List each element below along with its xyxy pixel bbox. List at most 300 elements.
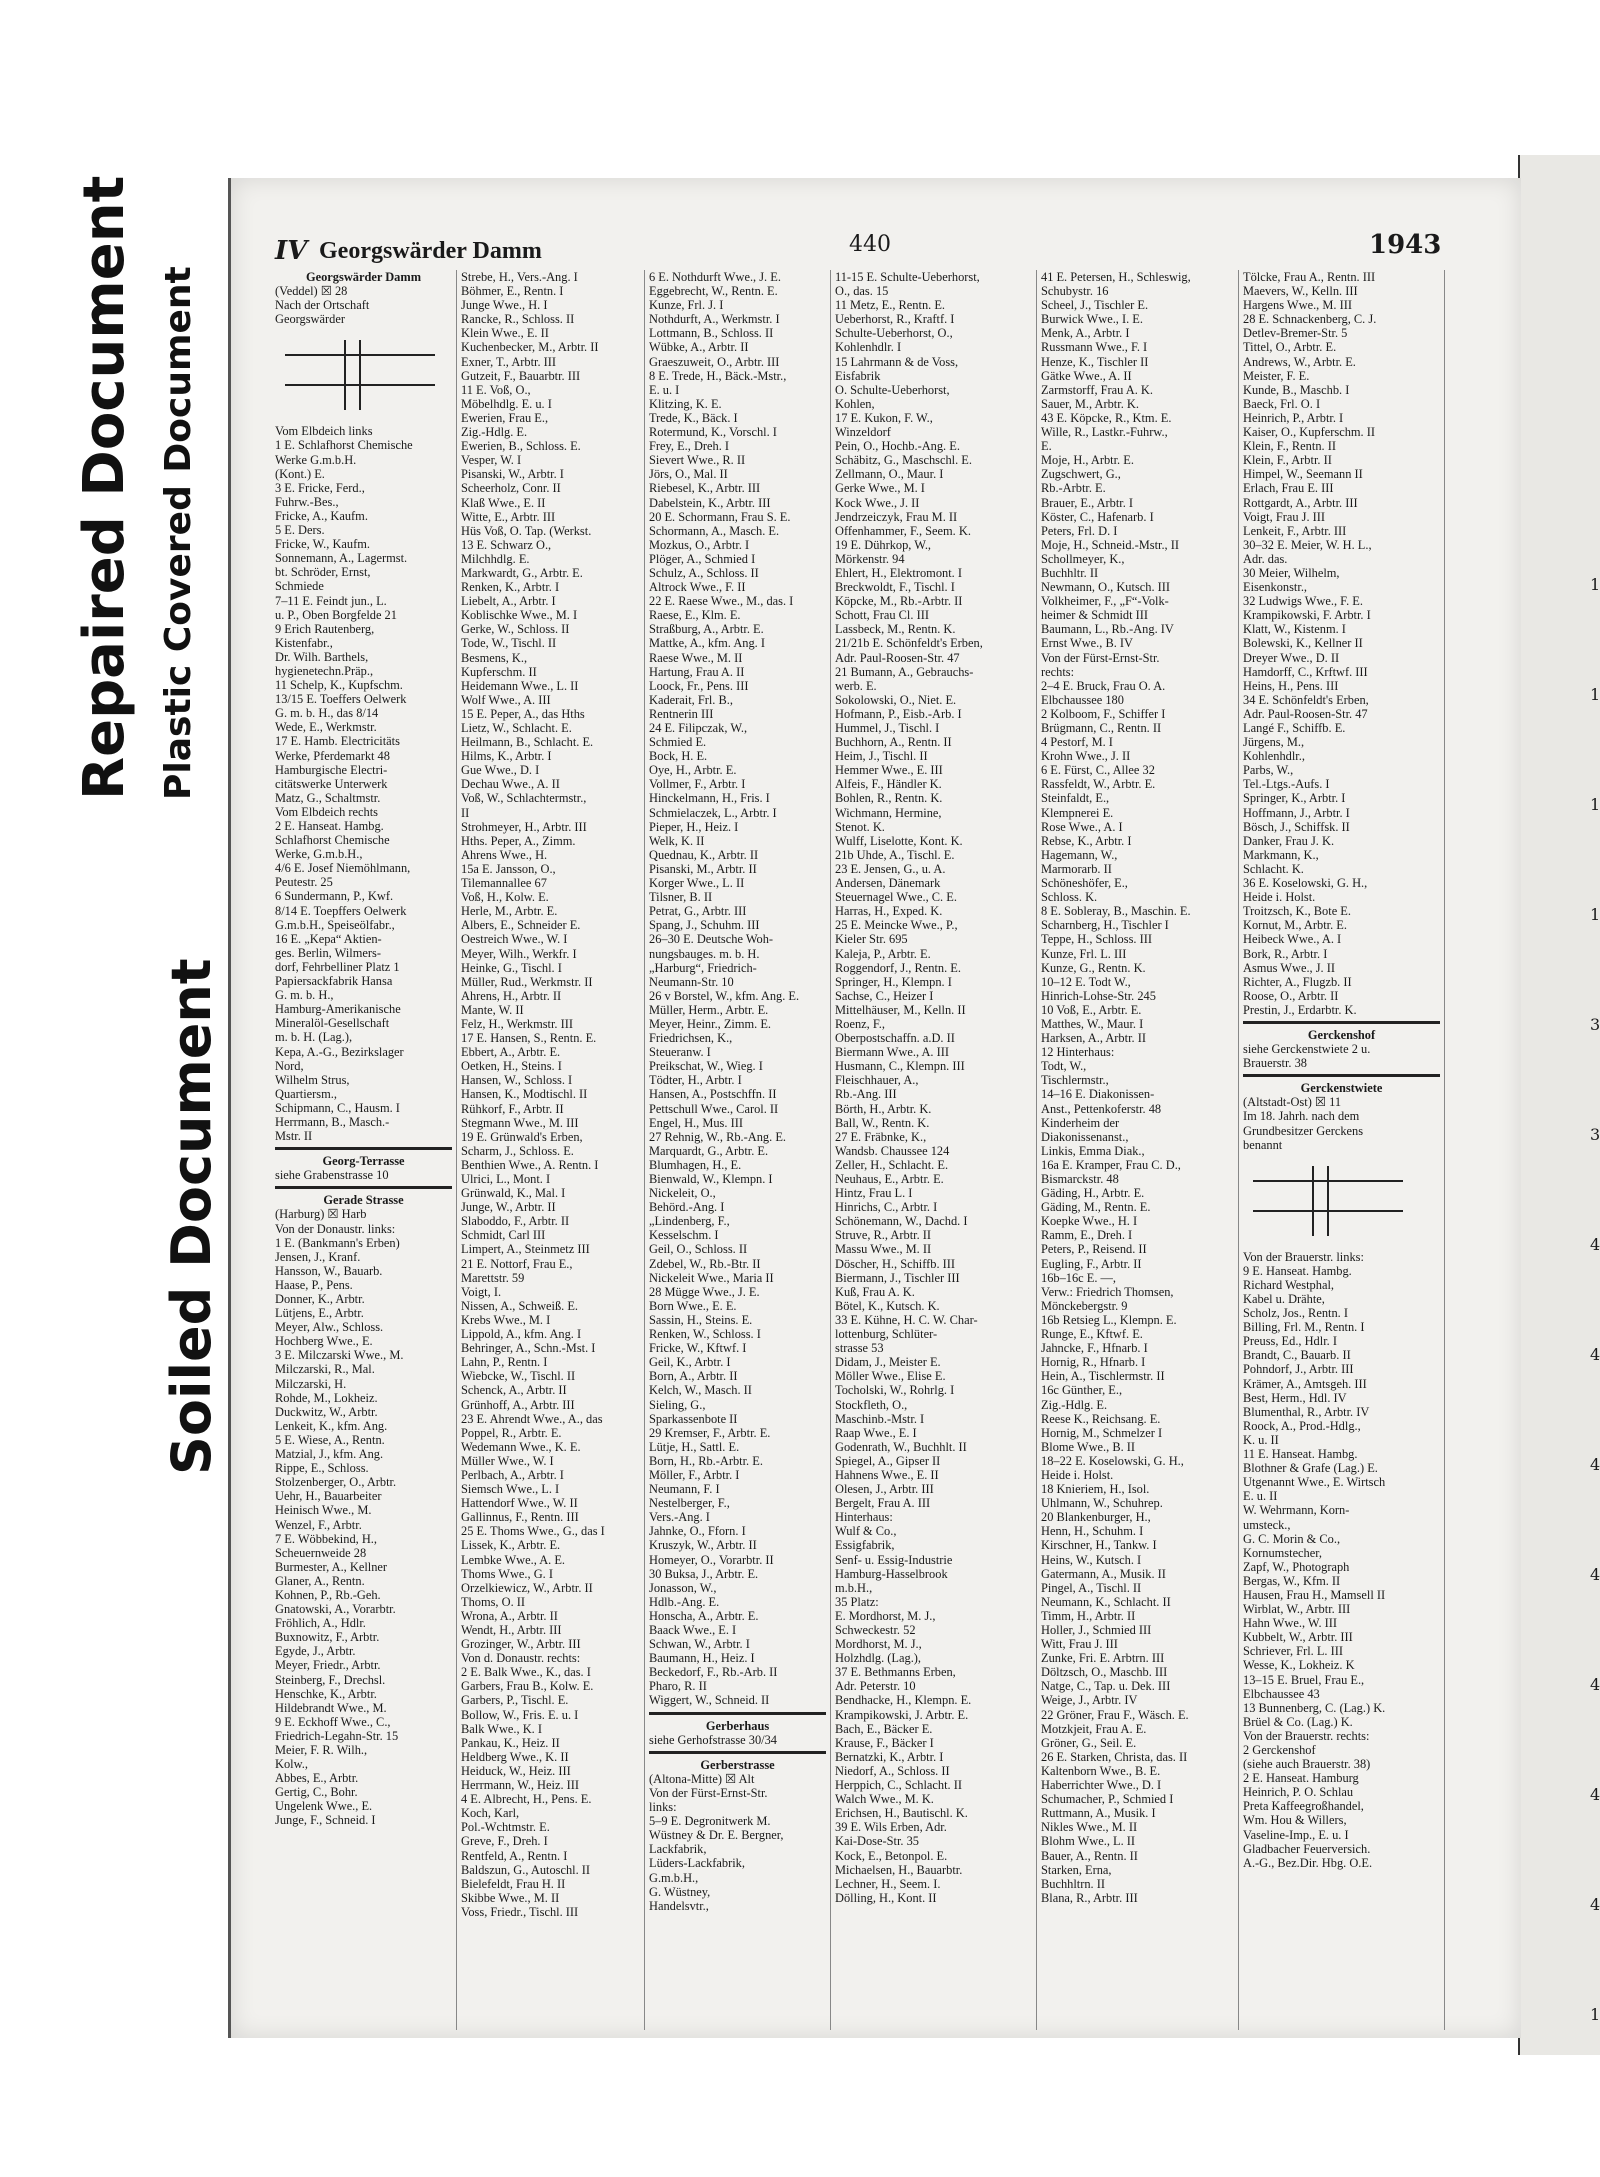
directory-entry: Bolewski, K., Kellner II <box>1243 636 1363 651</box>
directory-entry: 3 E. Fricke, Ferd., <box>275 480 365 495</box>
directory-entry: Gue Wwe., D. I <box>461 763 540 778</box>
directory-entry: bt. Schröder, Ernst, <box>275 565 371 580</box>
directory-entry: 37 E. Bethmanns Erben, <box>835 1665 956 1680</box>
directory-entry: Ueberhorst, R., Kraftf. I <box>835 312 955 327</box>
directory-entry: Schriever, Frl. L. III <box>1243 1644 1343 1659</box>
directory-entry: Volkheimer, F., „F“-Volk- <box>1041 594 1169 609</box>
directory-entry: „Harburg“, Friedrich- <box>649 960 757 975</box>
directory-entry: G. m. b. H., <box>275 988 334 1003</box>
directory-entry: Hemmer Wwe., E. III <box>835 763 943 778</box>
directory-entry: 21/21b E. Schönfeldt's Erben, <box>835 636 983 651</box>
directory-entry: Heibeck Wwe., A. I <box>1243 932 1342 947</box>
directory-entry: Weige, J., Arbtr. IV <box>1041 1693 1138 1708</box>
directory-entry: 18 Knieriem, H., Isol. <box>1041 1482 1150 1497</box>
directory-entry: Neuhaus, E., Arbtr. E. <box>835 1172 944 1186</box>
directory-entry: Plöger, A., Schmied I <box>649 551 756 566</box>
directory-entry: Abbes, E., Arbtr. <box>275 1771 359 1786</box>
directory-entry: Hinckelmann, H., Fris. I <box>649 791 770 806</box>
directory-entry: Himpel, W., Seemann II <box>1243 467 1363 482</box>
directory-entry: Lissek, K., Arbtr. E. <box>461 1538 561 1553</box>
directory-entry: Elbchaussee 43 <box>1243 1686 1320 1701</box>
directory-entry: Heim, J., Tischl. II <box>835 749 928 764</box>
directory-entry: Pieper, H., Heiz. I <box>649 819 739 834</box>
directory-entry: Wendt, H., Arbtr. III <box>461 1623 562 1637</box>
directory-entry: 8 E. Trede, H., Bäck.-Mstr., <box>649 368 787 383</box>
directory-entry: Koblischke Wwe., M. I <box>461 608 578 623</box>
directory-entry: Jonasson, W., <box>649 1580 717 1595</box>
directory-entry: (Kont.) E. <box>275 466 325 481</box>
directory-entry: Gnatowski, A., Vorarbtr. <box>275 1602 396 1617</box>
directory-entry: Fricke, A., Kaufm. <box>275 508 368 523</box>
directory-entry: Hamburgische Electri- <box>275 762 388 777</box>
directory-entry: Offenhammer, F., Seem. K. <box>835 523 971 538</box>
directory-entry: Fricke, W., Kftwf. I <box>649 1341 747 1356</box>
directory-entry: Slaboddo, F., Arbtr. II <box>461 1214 570 1229</box>
directory-entry: G. m. b. H., das 8/14 <box>275 706 379 721</box>
directory-entry: Herrmann, B., Masch.- <box>275 1114 390 1129</box>
directory-entry: Pharo, R. II <box>649 1679 707 1694</box>
directory-entry: Frey, E., Dreh. I <box>649 439 730 454</box>
directory-entry: Vers.-Ang. I <box>649 1510 710 1525</box>
directory-entry: 2 E. Hanseat. Hambg. <box>275 819 384 833</box>
directory-entry: Homeyer, O., Vorarbtr. II <box>649 1552 774 1567</box>
directory-entry: Spiegel, A., Gipser II <box>835 1453 941 1468</box>
directory-entry: Niedorf, A., Schloss. II <box>835 1763 950 1778</box>
directory-entry: u. P., Oben Borgfelde 21 <box>275 607 397 622</box>
section-rule <box>649 1751 826 1754</box>
directory-entry: Henze, K., Tischler II <box>1041 354 1149 369</box>
directory-entry: Henschke, K., Arbtr. <box>275 1686 377 1701</box>
directory-entry: 11 Schelp, K., Kupfschm. <box>275 678 403 693</box>
directory-entry: 15 E. Peper, A., das Hths <box>461 706 585 721</box>
directory-entry: Heinrich, P., Arbtr. I <box>1243 410 1344 425</box>
header-street: Georgswärder Damm <box>319 238 542 264</box>
directory-entry: Parbs, W., <box>1243 763 1294 778</box>
edge-number: 4 <box>1590 1895 1600 1914</box>
directory-entry: 25 E. Meincke Wwe., P., <box>835 918 958 933</box>
directory-entry: Kunze, G., Rentn. K. <box>1041 960 1146 975</box>
directory-entry: II <box>461 805 470 820</box>
directory-entry: Pingel, A., Tischl. II <box>1041 1580 1142 1595</box>
directory-entry: Pein, O., Hochb.-Ang. E. <box>835 439 960 454</box>
directory-entry: Krause, F., Bäcker I <box>835 1735 934 1750</box>
directory-entry: Heinisch Wwe., M. <box>275 1503 372 1518</box>
directory-entry: Klatt, W., Kistenm. I <box>1243 622 1346 637</box>
directory-entry: Müller, Rud., Werkmstr. II <box>461 974 593 989</box>
directory-entry: Heilmann, B., Schlacht. E. <box>461 735 594 750</box>
directory-entry: Hein, A., Tischlermstr. II <box>1041 1369 1165 1384</box>
directory-entry: 39 E. Wils Erben, Adr. <box>835 1820 947 1835</box>
directory-entry: Starken, Erna, <box>1041 1862 1112 1877</box>
directory-entry: Buchhltrn. II <box>1041 1876 1106 1891</box>
directory-entry: Kohnen, P., Rb.-Geh. <box>275 1587 381 1602</box>
directory-entry: Von der Brauerstr. rechts: <box>1243 1728 1370 1743</box>
directory-entry: Russmann Wwe., F. I <box>1041 340 1148 355</box>
directory-entry: Krampikowski, F. Arbtr. I <box>1243 608 1371 623</box>
directory-entry: Tittel, O., Arbtr. E. <box>1243 340 1337 355</box>
directory-entry: Honscha, A., Arbtr. E. <box>649 1608 759 1623</box>
directory-entry: Hinrich-Lohse-Str. 245 <box>1041 988 1156 1003</box>
directory-entry: E. <box>1041 439 1052 454</box>
edge-number: 1 <box>1590 2005 1600 2024</box>
directory-entry: Wübke, A., Arbtr. II <box>649 340 749 355</box>
directory-entry: ges. Berlin, Wilmers- <box>275 945 381 960</box>
directory-entry: Kubbelt, W., Arbtr. III <box>1243 1630 1353 1645</box>
directory-entry: Schmiede <box>275 579 324 594</box>
directory-entry: Friedrich-Legahn-Str. 15 <box>275 1728 399 1743</box>
directory-entry: Lembke Wwe., A. E. <box>461 1552 566 1567</box>
directory-entry: Anst., Pettenkoferstr. 48 <box>1041 1101 1162 1116</box>
directory-entry: Godenrath, W., Buchhlt. II <box>835 1439 967 1454</box>
directory-entry: Schott, Frau Cl. III <box>835 608 929 623</box>
directory-entry: Wm. Hou & Willers, <box>1243 1813 1347 1828</box>
directory-entry: Runge, E., Kftwf. E. <box>1041 1327 1143 1342</box>
directory-entry: Kepa, A.-G., Bezirkslager <box>275 1044 404 1059</box>
directory-entry: Möller Wwe., Elise E. <box>835 1369 946 1384</box>
directory-entry: Lechner, H., Seem. I. <box>835 1876 941 1891</box>
directory-entry: Schmied E. <box>649 735 707 750</box>
directory-entry: Schumacher, P., Schmied I <box>1041 1792 1174 1807</box>
directory-entry: 6 E. Fürst, C., Allee 32 <box>1041 763 1155 778</box>
directory-entry: 12 Hinterhaus: <box>1041 1045 1115 1060</box>
directory-entry: Hildebrandt Wwe., M. <box>275 1700 387 1715</box>
directory-entry: 30–32 E. Meier, W. H. L., <box>1243 537 1372 552</box>
street-sketch-map <box>275 330 452 420</box>
directory-entry: Donner, K., Arbtr. <box>275 1292 365 1306</box>
directory-entry: Preikschat, W., Wieg. I <box>649 1059 763 1074</box>
directory-entry: Tischlermstr., <box>1041 1073 1109 1088</box>
directory-entry: 20 E. Schormann, Frau S. E. <box>649 509 791 524</box>
directory-entry: 15 Lahrmann & de Voss, <box>835 354 959 369</box>
directory-entry: Gatermann, A., Musik. II <box>1041 1566 1166 1581</box>
directory-entry: Blohm Wwe., L. II <box>1041 1834 1136 1849</box>
directory-entry: Eugling, F., Arbtr. II <box>1041 1256 1142 1271</box>
directory-entry: Kruszyk, W., Arbtr. II <box>649 1538 757 1553</box>
directory-entry: Egyde, J., Arbtr. <box>275 1644 356 1659</box>
directory-entry: Tilemannallee 67 <box>461 876 547 891</box>
directory-entry: Fleischhauer, A., <box>835 1073 919 1088</box>
directory-entry: Rassfeldt, W., Arbtr. E. <box>1041 777 1156 792</box>
directory-entry: Bergas, W., Kfm. II <box>1243 1573 1341 1588</box>
directory-entry: 5 E. Wiese, A., Rentn. <box>275 1432 385 1447</box>
directory-entry: Troitzsch, K., Bote E. <box>1243 904 1351 919</box>
directory-entry: Herppich, C., Schlacht. II <box>835 1778 962 1793</box>
volume-number: IV <box>275 236 308 266</box>
directory-entry: Rose Wwe., A. I <box>1041 819 1123 834</box>
directory-entry: Milczarski, H. <box>275 1376 347 1391</box>
directory-entry: Heidemann Wwe., L. II <box>461 678 579 693</box>
directory-entry: Im 18. Jahrh. nach dem <box>1243 1109 1360 1124</box>
directory-entry: Blothner & Grafe (Lag.) E. <box>1243 1461 1378 1476</box>
directory-entry: Thoms Wwe., G. I <box>461 1566 553 1581</box>
directory-entry: Garbers, Frau B., Kolw. E. <box>461 1679 594 1694</box>
directory-entry: Rippe, E., Schloss. <box>275 1461 369 1476</box>
directory-entry: 17 E. Kukon, F. W., <box>835 410 933 425</box>
directory-entry: Wedemann Wwe., K. E. <box>461 1439 581 1454</box>
directory-entry: Scholz, Jos., Rentn. I <box>1243 1306 1348 1321</box>
directory-entry: 19 E. Grünwald's Erben, <box>461 1129 583 1144</box>
directory-entry: Friedrichsen, K., <box>649 1031 733 1046</box>
directory-entry: 7 E. Wöbbekind, H., <box>275 1531 377 1546</box>
directory-entry: (Altstadt-Ost) ☒ 11 <box>1243 1095 1342 1110</box>
directory-entry: Krohn Wwe., J. II <box>1041 749 1131 764</box>
directory-entry: Bach, E., Bäcker E. <box>835 1721 933 1736</box>
directory-entry: Meyer, Friedr., Arbtr. <box>275 1658 381 1673</box>
directory-entry: Grünhoff, A., Arbtr. III <box>461 1397 575 1412</box>
directory-entry: Zig.-Hdlg. E. <box>461 425 528 440</box>
directory-entry: Blumhagen, H., E. <box>649 1157 742 1172</box>
directory-entry: Detlev-Bremer-Str. 5 <box>1243 326 1348 341</box>
directory-entry: Roose, O., Arbtr. II <box>1243 988 1339 1003</box>
directory-entry: Elbchaussee 180 <box>1041 692 1124 707</box>
directory-entry: Sievert Wwe., R. II <box>649 453 746 468</box>
directory-entry: Mörkenstr. 94 <box>835 551 905 566</box>
directory-entry: Dr. Wilh. Barthels, <box>275 649 369 664</box>
directory-entry: Uehr, H., Bauarbeiter <box>275 1489 382 1504</box>
directory-entry: Döltzsch, O., Maschb. III <box>1041 1665 1168 1680</box>
directory-entry: Bötel, K., Kutsch. K. <box>835 1298 940 1313</box>
directory-entry: Neumann-Str. 10 <box>649 974 734 989</box>
directory-entry: Uhlmann, W., Schuhrep. <box>1041 1496 1163 1511</box>
section-heading: Gerade Strasse <box>323 1193 404 1208</box>
directory-entry: Hinrichs, C., Arbtr. I <box>835 1200 938 1215</box>
directory-entry: Ungelenk Wwe., E. <box>275 1799 373 1814</box>
section-heading: Gerberhaus <box>705 1718 770 1733</box>
directory-entry: 18–22 E. Koselowski, G. H., <box>1041 1453 1184 1468</box>
directory-entry: Zellmann, O., Maur. I <box>835 467 944 482</box>
directory-entry: Langé F., Schiffb. E. <box>1243 721 1346 735</box>
directory-entry: E. u. II <box>1243 1489 1278 1504</box>
directory-entry: 6 Sundermann, P., Kwf. <box>275 889 394 904</box>
directory-entry: Jensen, J., Kranf. <box>275 1249 361 1264</box>
directory-entry: Steinberg, F., Drechsl. <box>275 1672 386 1687</box>
directory-entry: Sonnemann, A., Lagermst. <box>275 551 408 566</box>
edge-number: 4 <box>1590 1785 1600 1804</box>
directory-entry: Engel, H., Mus. III <box>649 1115 743 1130</box>
directory-entry: 16b Retsieg L., Klempn. E. <box>1041 1312 1177 1327</box>
directory-entry: Glaner, A., Rentn. <box>275 1573 365 1588</box>
edge-number: 3 <box>1590 1125 1600 1144</box>
directory-entry: Ebbert, A., Arbtr. E. <box>461 1045 561 1060</box>
directory-entry: Schollmeyer, K., <box>1041 551 1125 566</box>
directory-entry: Dabelstein, K., Arbtr. III <box>649 495 771 510</box>
directory-entry: Heins, W., Kutsch. I <box>1041 1552 1142 1567</box>
directory-entry: 23 E. Ahrendt Wwe., A., das <box>461 1411 603 1426</box>
street-sketch-map <box>1243 1156 1440 1246</box>
directory-entry: Pettschull Wwe., Carol. II <box>649 1101 779 1116</box>
directory-entry: 21b Uhde, A., Tischl. E. <box>835 847 955 862</box>
directory-entry: Krebs Wwe., M. I <box>461 1312 551 1327</box>
directory-entry: 30 Buksa, J., Arbtr. E. <box>649 1566 759 1581</box>
directory-entry: Burwick Wwe., I. E. <box>1041 312 1143 327</box>
directory-entry: Balk Wwe., K. I <box>461 1721 542 1736</box>
directory-entry: Oetken, H., Steins. I <box>461 1059 562 1074</box>
directory-entry: W. Wehrmann, Korn- <box>1243 1503 1350 1518</box>
directory-entry: Schubystr. 16 <box>1041 284 1109 299</box>
directory-entry: Kaltenborn Wwe., B. E. <box>1041 1763 1161 1778</box>
directory-entry: Von der Donaustr. links: <box>275 1221 396 1236</box>
directory-entry: Bohlen, R., Rentn. K. <box>835 791 943 806</box>
directory-entry: Wüstney & Dr. E. Bergner, <box>649 1828 784 1843</box>
directory-entry: 24 E. Filipczak, W., <box>649 721 748 735</box>
directory-entry: Baack Wwe., E. I <box>649 1623 737 1637</box>
edge-number: 4 <box>1590 1675 1600 1694</box>
directory-entry: Döscher, H., Schiffb. III <box>835 1256 956 1271</box>
directory-entry: Bork, R., Arbtr. I <box>1243 946 1328 961</box>
directory-entry: Grundbesitzer Gerckens <box>1243 1123 1364 1138</box>
directory-entry: Kaleja, P., Arbtr. E. <box>835 946 931 961</box>
directory-entry: Hagemann, W., <box>1041 847 1118 862</box>
directory-entry: Krampikowski, J. Arbtr. E. <box>835 1707 969 1722</box>
directory-entry: Kaiser, O., Kupferschm. II <box>1243 425 1375 440</box>
directory-entry: Neumann, F. I <box>649 1482 720 1497</box>
directory-entry: Lassbeck, M., Rentn. K. <box>835 622 956 637</box>
directory-entry: Fricke, W., Kaufm. <box>275 537 370 552</box>
directory-entry: 2 Kolboom, F., Schiffer I <box>1041 706 1166 721</box>
section-heading: Georg-Terrasse <box>322 1154 405 1169</box>
directory-entry: 11 E. Hanseat. Hambg. <box>1243 1447 1358 1462</box>
directory-entry: Kabel u. Drähte, <box>1243 1292 1325 1306</box>
directory-entry: Bielefeldt, Frau H. II <box>461 1876 566 1891</box>
directory-entry: Kohlenhdlr., <box>1243 749 1305 764</box>
directory-entry: 6 E. Nothdurft Wwe., J. E. <box>649 270 781 284</box>
column-7-edge <box>1445 270 1507 2030</box>
directory-entry: Hausen, Frau H., Mamsell II <box>1243 1587 1386 1602</box>
directory-entry: Erlach, Frau E. III <box>1243 481 1334 496</box>
directory-entry: 35 Platz: <box>835 1594 879 1609</box>
directory-entry: Sokolowski, O., Niet. E. <box>835 692 957 707</box>
directory-entry: Renken, W., Schloss. I <box>649 1327 761 1342</box>
directory-entry: Springer, K., Arbtr. I <box>1243 791 1346 806</box>
section-heading: Georgswärder Damm <box>305 270 422 284</box>
directory-entry: Brüel & Co. (Lag.) K. <box>1243 1714 1353 1729</box>
directory-entry: Markwardt, G., Arbtr. E. <box>461 565 583 580</box>
directory-entry: Kistenfabr., <box>275 635 333 650</box>
directory-entry: Zdebel, W., Rb.-Btr. II <box>649 1256 761 1271</box>
directory-entry: 1 E. (Bankmann's Erben) <box>275 1235 400 1250</box>
directory-entry: Husmann, C., Klempn. III <box>835 1059 965 1074</box>
edge-number: 1 <box>1590 575 1600 594</box>
directory-entry: Exner, T., Arbtr. III <box>461 354 557 369</box>
directory-entry: (Altona-Mitte) ☒ Alt <box>649 1771 755 1786</box>
directory-entry: 13/15 E. Toeffers Oelwerk <box>275 692 407 707</box>
directory-entry: Harras, H., Exped. K. <box>835 904 943 919</box>
directory-entry: Mönckebergstr. 9 <box>1041 1298 1128 1313</box>
directory-entry: Hüs Voß, O. Tap. (Werkst. <box>461 523 592 538</box>
directory-entry: Köster, C., Hafenarb. I <box>1041 509 1154 524</box>
directory-entry: Schlacht. K. <box>1243 861 1304 876</box>
directory-entry: 11 E. Voß, O., <box>461 382 531 397</box>
directory-entry: Gertig, C., Bohr. <box>275 1785 358 1800</box>
directory-entry: Markmann, K., <box>1243 847 1319 862</box>
directory-entry: Heinke, G., Tischl. I <box>461 960 562 975</box>
directory-entry: 11 Metz, E., Rentn. E. <box>835 298 946 313</box>
edge-number: 4 <box>1590 1455 1600 1474</box>
directory-entry: Ehlert, H., Elektromont. I <box>835 565 962 580</box>
directory-entry: Brauerstr. 38 <box>1243 1056 1308 1071</box>
directory-entry: Zapf, W., Photograph <box>1243 1559 1350 1574</box>
directory-entry: 20 Blankenburger, H., <box>1041 1510 1151 1525</box>
directory-entry: Gäding, H., Arbtr. E. <box>1041 1186 1145 1201</box>
directory-entry: 9 E. Hanseat. Hambg. <box>1243 1263 1352 1278</box>
directory-entry: Spang, J., Schuhm. III <box>649 918 760 933</box>
directory-entry: 2 Gerckenshof <box>1243 1743 1316 1757</box>
directory-entry: Oestreich Wwe., W. I <box>461 932 568 947</box>
directory-entry: Schönemann, W., Dachd. I <box>835 1214 968 1229</box>
directory-entry: m.b.H., <box>835 1580 873 1595</box>
directory-entry: 15a E. Jansson, O., <box>461 861 556 876</box>
directory-entry: Heiduck, W., Heiz. III <box>461 1763 571 1778</box>
directory-entry: 4 E. Albrecht, H., Pens. E. <box>461 1792 592 1807</box>
directory-entry: Zunke, Fri. E. Arbtrn. III <box>1041 1651 1165 1666</box>
directory-entry: Ulrici, L., Mont. I <box>461 1172 551 1186</box>
directory-entry: Michaelsen, H., Bauarbtr. <box>835 1862 963 1877</box>
directory-entry: K. u. II <box>1243 1432 1279 1447</box>
directory-entry: 28 E. Schnackenberg, C. J. <box>1243 312 1377 327</box>
directory-entry: 9 E. Eckhoff Wwe., C., <box>275 1714 391 1729</box>
directory-entry: 17 E. Hansen, S., Rentn. E. <box>461 1031 597 1046</box>
directory-entry: Mittelhäuser, M., Kelln. II <box>835 1002 966 1017</box>
directory-entry: Massu Wwe., M. II <box>835 1242 932 1257</box>
directory-entry: Zarmstorff, Frau A. K. <box>1041 382 1153 397</box>
directory-entry: Tocholski, W., Rohrlg. I <box>835 1383 955 1398</box>
directory-entry: Wede, E., Werkmstr. <box>275 720 377 735</box>
directory-entry: Möller, F., Arbtr. I <box>649 1467 740 1482</box>
directory-entry: 1 E. Schlafhorst Chemische <box>275 438 413 453</box>
directory-entry: Walch Wwe., M. K. <box>835 1792 934 1807</box>
directory-entry: Albers, E., Schneider E. <box>461 918 581 933</box>
directory-entry: Dölling, H., Kont. II <box>835 1890 937 1905</box>
directory-entry: Schormann, A., Masch. E. <box>649 523 780 538</box>
section-rule <box>275 1147 452 1150</box>
directory-entry: Preta Kaffeegroßhandel, <box>1243 1799 1364 1814</box>
directory-entry: Schöneshöfer, E., <box>1041 876 1128 891</box>
directory-entry: Herle, M., Arbtr. E. <box>461 904 558 919</box>
directory-entry: Witte, E., Arbtr. III <box>461 509 556 524</box>
directory-entry: werb. E. <box>835 678 877 693</box>
directory-entry: Billing, Frl. M., Rentn. I <box>1243 1320 1365 1335</box>
directory-entry: Nickeleit, O., <box>649 1186 716 1201</box>
directory-entry: Sieling, G., <box>649 1397 706 1412</box>
directory-entry: Harksen, A., Arbtr. II <box>1041 1031 1146 1046</box>
directory-entry: Bernatzki, K., Arbtr. I <box>835 1749 944 1764</box>
directory-entry: Lütje, H., Sattl. E. <box>649 1439 740 1454</box>
directory-entry: Wiebcke, W., Tischl. II <box>461 1369 576 1384</box>
directory-entry: Raap Wwe., E. I <box>835 1425 917 1440</box>
directory-entry: Kaderait, Frl. B., <box>649 692 733 707</box>
directory-entry: Koepke Wwe., H. I <box>1041 1214 1138 1229</box>
directory-entry: Stockfleth, O., <box>835 1397 908 1412</box>
directory-entry: 13–15 E. Bruel, Frau E., <box>1243 1672 1365 1687</box>
directory-entry: Hornig, M., Schmelzer I <box>1041 1425 1163 1440</box>
directory-entry: Poppel, R., Arbtr. E. <box>461 1425 562 1440</box>
directory-entry: 21 Bumann, A., Gebrauchs- <box>835 664 974 679</box>
directory-entry: Renken, K., Arbtr. I <box>461 580 560 595</box>
directory-entry: Jendrzeiczyk, Frau M. II <box>835 509 958 524</box>
soiled-document-label: Soiled Document <box>160 958 223 1475</box>
directory-entry: Bergelt, Frau A. III <box>835 1496 931 1511</box>
directory-entry: 7–11 E. Feindt jun., L. <box>275 593 387 608</box>
directory-entry: 10–12 E. Todt W., <box>1041 974 1131 989</box>
directory-entry: Kunze, Frl. L. III <box>1041 946 1127 961</box>
directory-entry: Hths. Peper, A., Zimm. <box>461 833 576 848</box>
directory-entry: Kunde, B., Maschb. I <box>1243 382 1350 397</box>
directory-entry: Wille, R., Lastkr.-Fuhrw., <box>1041 425 1168 440</box>
directory-entry: Lottmann, B., Schloss. II <box>649 326 774 341</box>
directory-entry: Witt, Frau J. III <box>1041 1637 1118 1652</box>
directory-entry: Mstr. II <box>275 1129 313 1144</box>
directory-entry: 27 E. Fräbnke, K., <box>835 1129 927 1144</box>
